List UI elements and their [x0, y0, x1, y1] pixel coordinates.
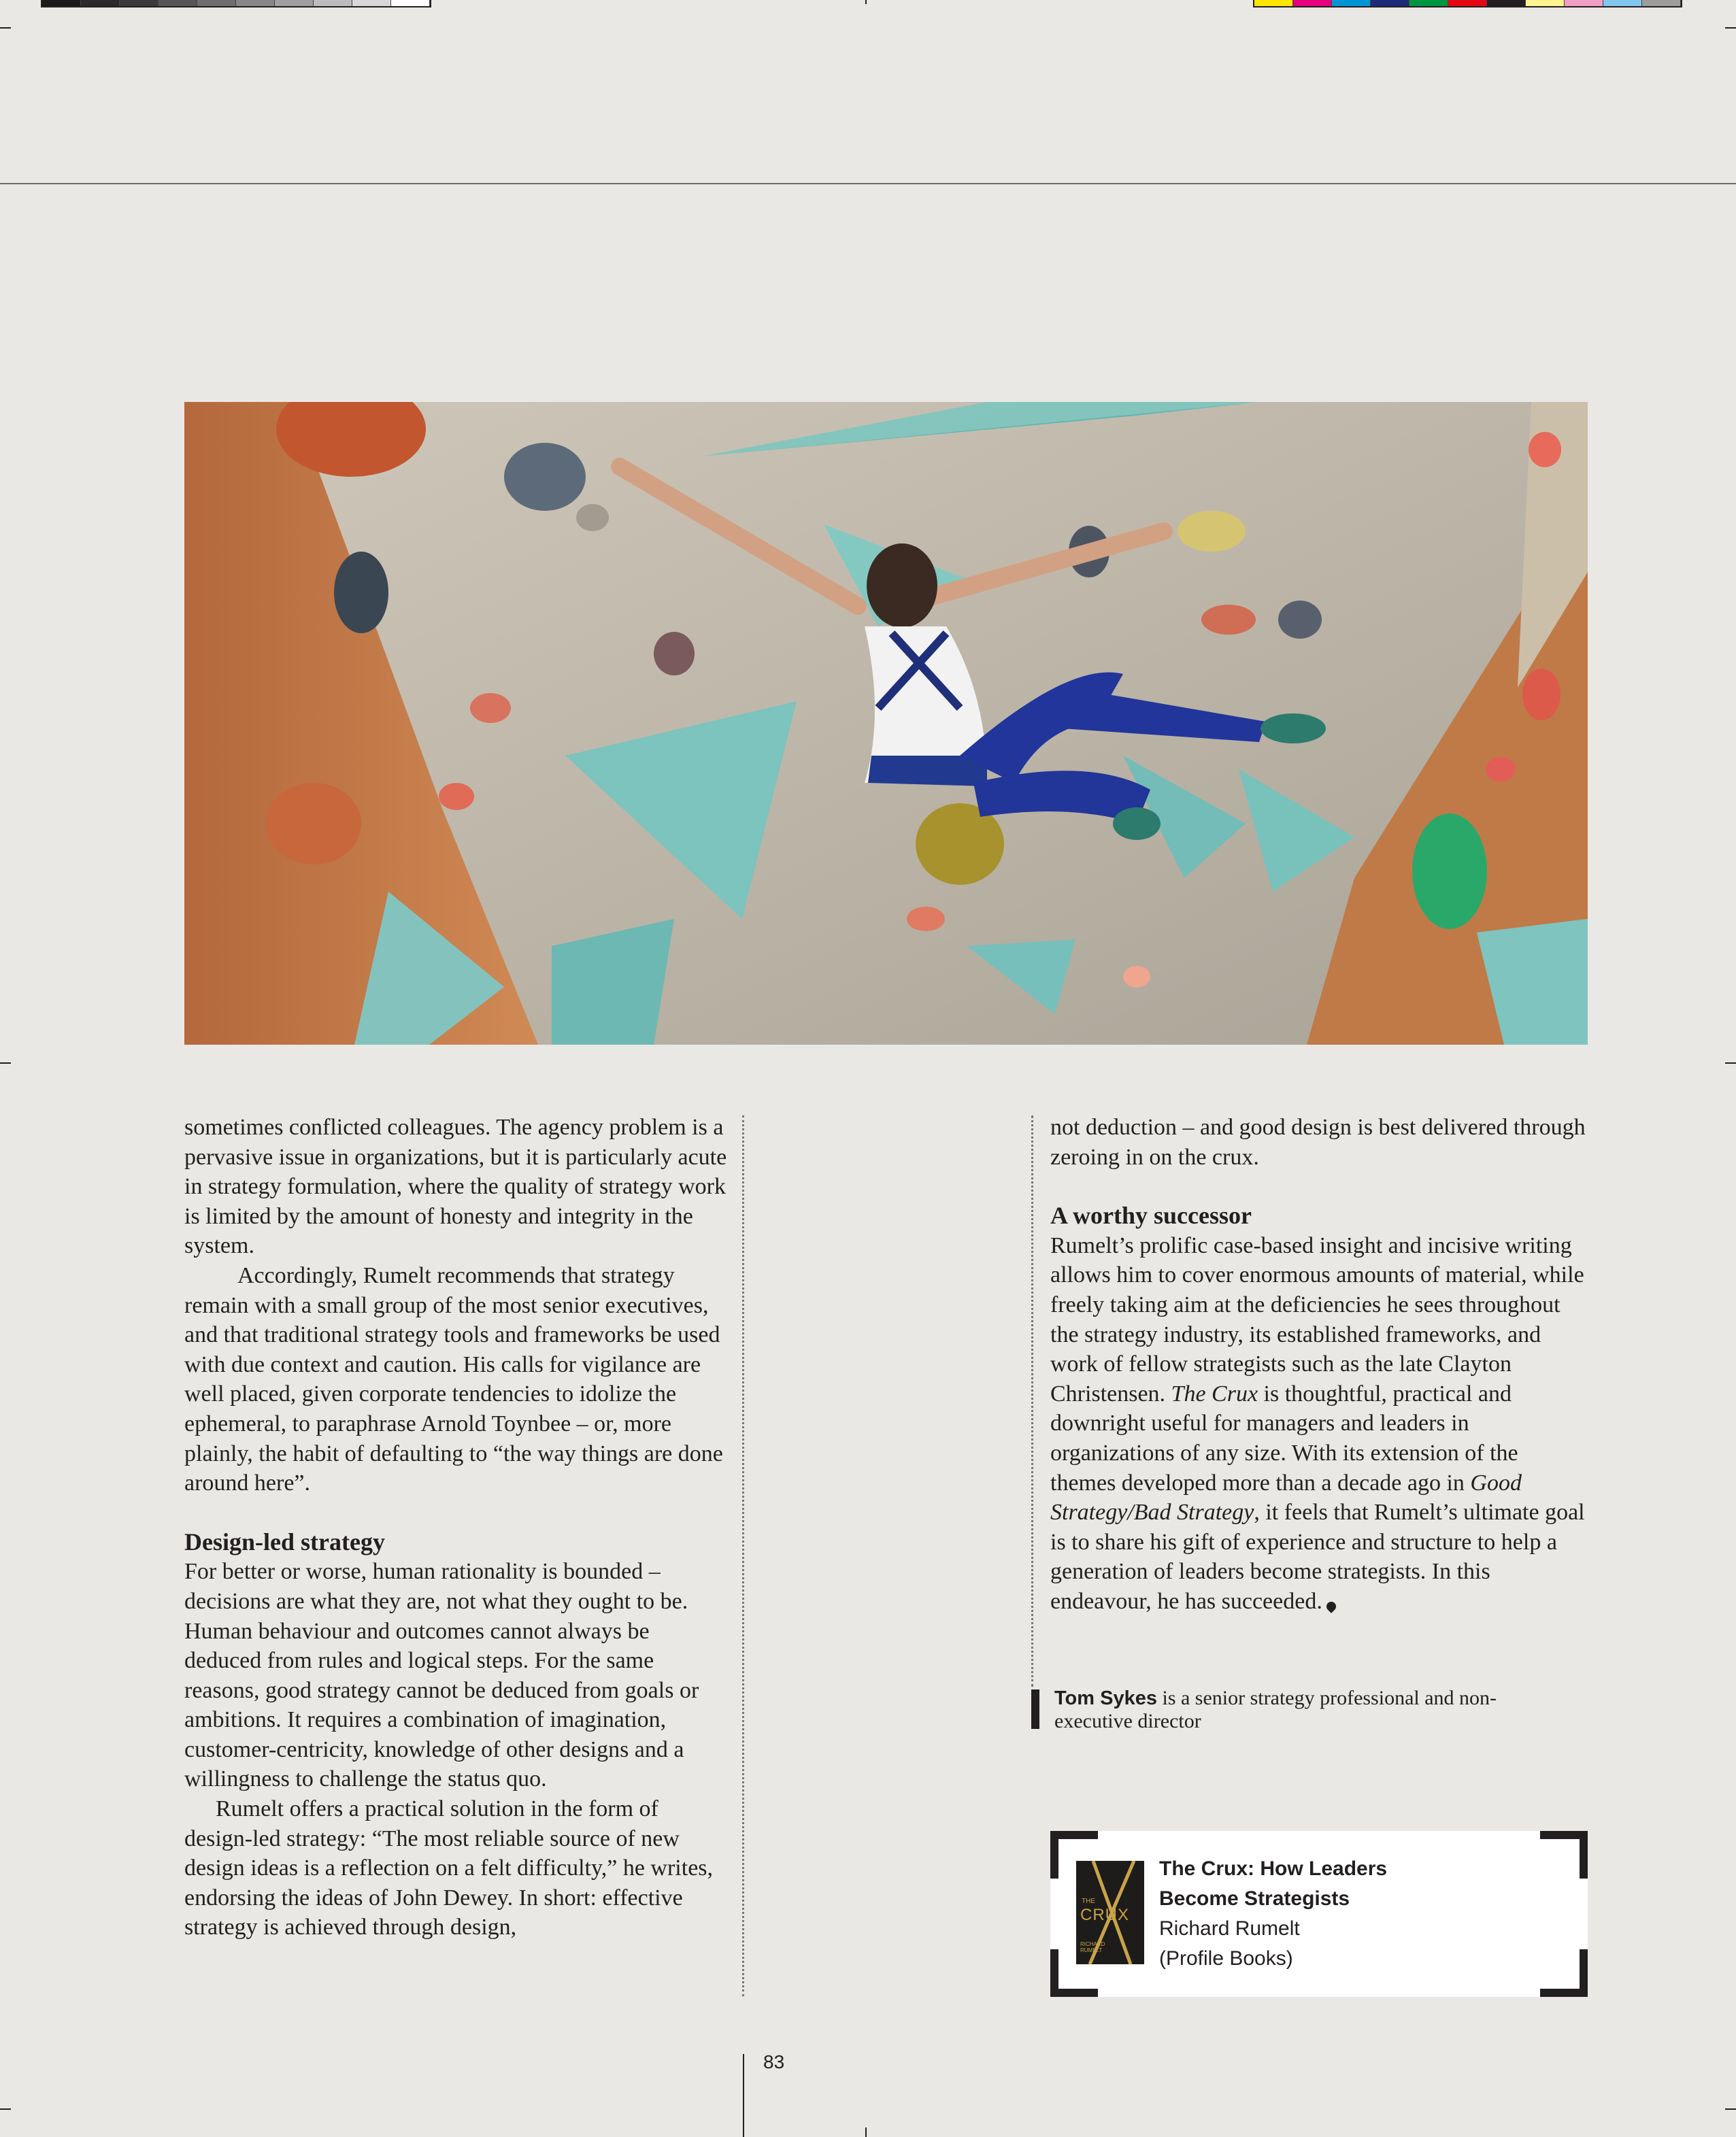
book-cover [1076, 1861, 1144, 1964]
body-paragraph: sometimes conflicted colleagues. The agency problem is a pervasive issue in organizations, but it is particularly acute in strategy formulation, where the quality of strategy work is limited by the amount of honesty and integrity in the system. [184, 1115, 727, 1259]
column-rule [1031, 1115, 1033, 1687]
book-cover-small: THE [1082, 1898, 1095, 1905]
crop-mark [1725, 2108, 1736, 2110]
crop-mark [0, 2108, 11, 2110]
trim-line [0, 183, 1736, 184]
greyscale-color-bar [41, 0, 431, 7]
color-swatch [1642, 0, 1681, 6]
bio-bar [1031, 1689, 1039, 1729]
book-details [1159, 1854, 1387, 1974]
color-swatch [352, 0, 391, 6]
author-name: Tom Sykes [1054, 1687, 1157, 1709]
book-author: Richard Rumelt [1159, 1917, 1300, 1940]
author-bio [1031, 1687, 1531, 1733]
crop-mark [865, 2127, 867, 2137]
folio-rule [743, 2054, 744, 2137]
corner-bracket-icon [1540, 1831, 1588, 1879]
book-title-italic: Good Strategy/Bad Strategy [1050, 1470, 1522, 1526]
section-heading: Design-led strategy [184, 1528, 385, 1555]
crop-mark [1725, 27, 1736, 29]
crop-mark [1725, 1062, 1736, 1064]
climbing-wall-photo [184, 402, 1588, 1045]
column-rule [742, 1115, 744, 1996]
left-text-column [184, 1113, 729, 1942]
color-swatch [1526, 0, 1565, 6]
color-swatch [391, 0, 430, 6]
body-text: Rumelt’s prolific case-based insight and incisive writing allows him to cover enormous amounts of material, while freely taking aim at the deficiencies he sees throughout the strategy industry, its established frameworks, and work of fellow strategists such as the late Clayton Christensen. [1050, 1232, 1584, 1407]
corner-bracket-icon [1540, 1949, 1588, 1997]
book-cover-title: CRUX [1080, 1906, 1130, 1924]
book-title-line: Become Strategists [1159, 1887, 1350, 1910]
author-description: is a senior strategy professional and non-executive director [1054, 1687, 1497, 1732]
crop-mark [0, 1062, 11, 1064]
page-number: 83 [763, 2051, 785, 2072]
color-swatch [314, 0, 352, 6]
book-info-box [1050, 1831, 1588, 1997]
color-swatch [1565, 0, 1603, 6]
color-swatch [81, 0, 120, 6]
color-swatch [1293, 0, 1332, 6]
color-swatch [197, 0, 236, 6]
color-swatch [1409, 0, 1448, 6]
process-color-bar [1253, 0, 1682, 7]
color-swatch [275, 0, 314, 6]
color-swatch [42, 0, 81, 6]
right-text-column [1050, 1113, 1588, 1617]
section-heading: A worthy successor [1050, 1202, 1252, 1230]
body-paragraph: For better or worse, human rationality is bounded – decisions are what they are, not what they ought to be. Human behaviour and outcomes cannot always be deduced from rules and logical steps. For the same reasons, good strategy cannot be deduced from goals or ambitions. It requires a combination of imagination, customer-centricity, knowledge of other designs and a willingness to challenge the status quo. [184, 1559, 699, 1792]
color-swatch [1603, 0, 1642, 6]
climbing-photo-illustration [184, 402, 1588, 1045]
color-swatch [1254, 0, 1293, 6]
body-paragraph: not deduction – and good design is best delivered through zeroing in on the crux. [1050, 1115, 1586, 1170]
crop-mark [865, 0, 867, 4]
body-paragraph: Rumelt offers a practical solution in the form of design-led strategy: “The most reliable source of new design ideas is a reflection on a felt difficulty,” he writes, endorsing the ideas of John Dewey. In short: effective strategy is achieved through design, [184, 1796, 714, 1940]
color-swatch [1448, 0, 1487, 6]
color-swatch [236, 0, 275, 6]
book-title-line: The Crux: How Leaders [1159, 1857, 1388, 1880]
color-swatch [1371, 0, 1409, 6]
crop-mark [0, 27, 11, 29]
book-cover-author: RICHARD RUMELT [1080, 1941, 1105, 1953]
color-swatch [1487, 0, 1526, 6]
end-mark-icon [1324, 1600, 1338, 1613]
body-paragraph [1050, 1231, 1588, 1617]
color-swatch [1332, 0, 1371, 6]
body-text: is thoughtful, practical and downright useful for managers and leaders in organizations of any size. With its extension of the themes developed more than a decade ago in [1050, 1381, 1518, 1496]
body-paragraph: Accordingly, Rumelt recommends that strategy remain with a small group of the most senior executives, and that traditional strategy tools and frameworks be used with due context and caution. His calls for vigilance are well placed, given corporate tendencies to idolize the ephemeral, to paraphrase Arnold Toynbee – or, more plainly, the habit of defaulting to “the way things are done around here”. [184, 1262, 723, 1496]
book-publisher: (Profile Books) [1159, 1947, 1293, 1970]
color-swatch [120, 0, 158, 6]
body-text: , it feels that Rumelt’s ultimate goal is to share his gift of experience and structure to help a generation of leaders become strategists. In this endeavour, he has succeeded. [1050, 1500, 1585, 1614]
color-swatch [158, 0, 197, 6]
book-title-italic: The Crux [1171, 1381, 1258, 1407]
